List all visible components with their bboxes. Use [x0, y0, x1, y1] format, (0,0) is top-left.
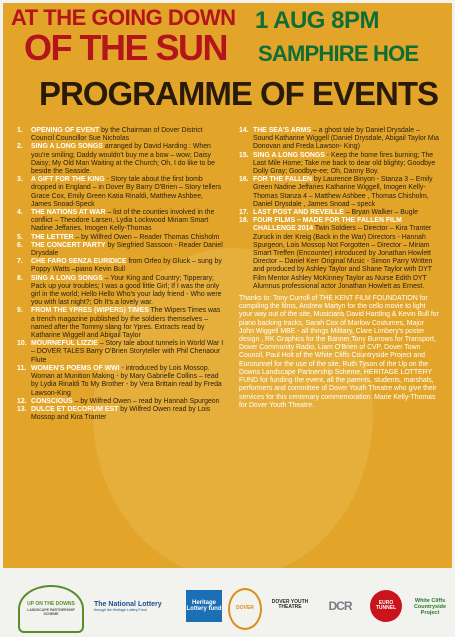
item-number: 2. — [17, 143, 23, 151]
item-number: 12. — [17, 397, 27, 405]
eurotunnel-logo: EURO TUNNEL — [370, 590, 402, 622]
item-number: 7. — [17, 258, 23, 266]
item-body — [31, 307, 225, 340]
item-body — [253, 176, 439, 209]
item-title: WOMEN'S POEMS OF WWI — [31, 364, 120, 372]
programme-item — [17, 365, 225, 398]
item-title: CHE FARO SENZA EURIDICE — [31, 258, 127, 266]
programme-item — [239, 209, 439, 217]
item-detail: – by Wilfred Owen – read by Hannah Spurgeon — [74, 397, 220, 405]
programme-item — [17, 242, 225, 258]
programme-panel — [3, 3, 452, 568]
item-title: LAST POST AND REVEILLE — [253, 209, 344, 217]
item-body — [31, 406, 225, 422]
item-detail: from Orfeo by Gluck – sung by Poppy Watts –piano Kevin Bull — [31, 258, 222, 274]
headline-line-2: OF THE SUN — [24, 27, 228, 68]
item-title: CONSCIOUS — [31, 397, 73, 405]
item-body — [31, 127, 225, 143]
item-detail: – a ghost tale by Daniel Drysdale – Sound Katharine Wiggell (Daniel Drysdale, Abigail Taylor Mia Donovan and Freda Lawson- King) — [253, 127, 440, 151]
programme-item — [239, 217, 439, 291]
thanks-text: Thanks to: Tony Curroll of THE KENT FILM FOUNDATION for compiling the films, Andrew Martyn for the cello movie to light your way out of the site, Musicians David Harding & Kevin Bull for piano backing tracks, Sarah Cox of Marlow Costumes, Major John Wiggell MBE - all things Military, Clare Limbery's poster design , RK Graphics for the Banner,Tony Burrows for Transport, Dover Community Radio, Liam O'Brien of CVP, Dover Town Council, Paul Holt of the White Cliffs Countryside Project and Eurotunnel for the use of the site, Ruth Tyson of the Up on the Downs Landscape Partnership Scheme, HERITAGE LOTTERY FUND for funding the event, all the parents, students, marshals, performers and committee of Dover Youth Theatre who give their services for this centenary commemoration. Marie Kelly-Thomas for Dover Youth Theatre. — [239, 295, 439, 409]
item-body — [31, 234, 225, 242]
item-number: 1. — [17, 127, 23, 134]
item-body — [253, 152, 439, 177]
programme-right-column — [239, 127, 439, 410]
dover-council-crest-icon: DOVER — [228, 588, 262, 630]
thanks-block — [239, 295, 439, 410]
item-body — [31, 258, 225, 274]
item-number: 11. — [17, 364, 27, 372]
item-title: FOUR FILMS – MADE FOR THE FALLEN FILM CHALLENGE 2014 — [253, 217, 402, 233]
programme-item — [17, 275, 225, 308]
programme-item — [17, 340, 225, 365]
white-cliffs-countryside-logo: White Cliffs Countryside Project — [413, 598, 447, 616]
item-number: 18. — [239, 217, 249, 225]
programme-item — [17, 176, 225, 209]
item-body — [31, 209, 225, 234]
item-number: 4. — [17, 209, 23, 217]
item-detail: The Wipers Times was a trench magazine published by the soldiers themselves – named after the Tommy slang for Ypres. Extracts read by Katharine Wiggell and Abigail Taylor — [31, 307, 221, 340]
item-number: 10. — [17, 340, 27, 348]
item-title: OPENING OF EVENT — [31, 127, 100, 134]
event-venue: SAMPHIRE HOE — [258, 41, 419, 66]
item-body — [253, 127, 439, 152]
headline-line-1: AT THE GOING DOWN — [11, 5, 236, 30]
item-number: 8. — [17, 274, 23, 282]
item-number: 15. — [239, 151, 249, 159]
item-body — [31, 340, 225, 365]
item-title: A GIFT FOR THE KING — [31, 176, 105, 184]
item-title: SING A LONG SONGS — [31, 143, 103, 151]
item-detail: by Siegfried Sassoon - Reader Daniel Drysdale — [31, 241, 223, 258]
up-on-the-downs-label: UP ON THE DOWNS — [27, 600, 75, 607]
programme-item — [17, 127, 225, 143]
programme-item — [239, 152, 439, 177]
item-title: THE NATIONS AT WAR — [31, 209, 106, 217]
item-title: DULCE ET DECORUM EST — [31, 405, 119, 413]
item-title: THE CONCERT PARTY — [31, 241, 106, 249]
item-detail: Twin Soldiers – Director – Kira Tranter Zuruck in der Kreig (Back in the War) Directors - Hannah Spurgeon, Lois Mossop Not Forgotten – Director – Miriam Smart Treffen (Encounter) introduced by Jonathan Howlett Director – Daniel Kerr Original Music - Simon Parry Written and produced by Ashley Taylor and Shane Taylor with DYT Film Mentor Ashley McKinney Taylor as Nurse Edith DYT Alumnus professional actor Jonathan Howlett as Ernest. — [253, 225, 433, 290]
programme-left-column — [17, 127, 225, 422]
item-detail: – Your King and Country; Tipperary; Pack up your troubles; I was a good little Girl; If I was the only girl in the world; Hello Hello Who's your lady friend - Who were you with last night?; Oh It's a lovely war. — [31, 274, 222, 307]
item-body — [253, 217, 439, 291]
programme-item — [17, 258, 225, 274]
event-date: 1 AUG 8PM — [255, 7, 379, 34]
item-number: 5. — [17, 233, 23, 241]
item-title: SING A LONG SONGS — [253, 151, 325, 159]
item-detail: - Keep the home fires burning; The Last Mile Home; Take me back to dear old blighty; Goodbye Dolly Gray; Goodbye-ee; Oh, Danny Boy. — [253, 151, 436, 176]
national-lottery-sublabel: through the Heritage Lottery Fund — [94, 607, 147, 612]
item-body — [31, 398, 225, 406]
item-title: THE SEA'S ARMS — [253, 127, 312, 134]
programme-item — [17, 406, 225, 422]
item-title: THE LETTER — [31, 233, 74, 241]
programme-item — [17, 143, 225, 176]
dover-youth-theatre-logo: DOVER YOUTH THEATRE — [271, 598, 309, 610]
item-detail: arranged by David Harding : When you're smiling; Daddy wouldn't buy me a bow – wow; Daisy Daisy; My Old Man Waiting at the Church; Oh, I do like to be beside the Seaside. — [31, 143, 215, 176]
national-lottery-logo — [94, 592, 178, 622]
item-title: SING A LONG SONGS — [31, 274, 103, 282]
item-title: FROM THE YPRES (WIPERS) TIMES — [31, 307, 149, 315]
item-number: 3. — [17, 176, 23, 184]
dcr-logo: DCR — [328, 598, 352, 613]
item-body — [31, 365, 225, 398]
programme-item — [17, 307, 225, 340]
item-body — [31, 176, 225, 209]
item-number: 16. — [239, 176, 249, 184]
programme-item — [17, 398, 225, 406]
programme-title: PROGRAMME OF EVENTS — [39, 75, 439, 112]
item-detail: – by Wilfred Owen – Reader Thomas Chisholm — [75, 233, 220, 241]
item-detail: – list of the counties involved in the conflict – Theodore Larsen, Lydia Lockwood Miriam Smart Nadine Jeffaries, Imogen Kelly-Thomas — [31, 209, 215, 233]
item-detail: – Story tale about tunnels in World War I – DOVER TALES Barry O'Brien Storyteller with Phil Chenaour Flute — [31, 340, 224, 364]
item-detail: by Laurence Binyon - Stanza 3 – Emily Green Nadine Jeffaries Katharine Wiggell, Imogen Kelly-Thomas Stanza 4 – Matthew Ashbee , Thomas Chisholm, Daniel Drysdale , James Snoad – speck — [253, 176, 433, 208]
item-number: 6. — [17, 241, 23, 249]
item-number: 14. — [239, 127, 249, 134]
item-detail: – Bryan Walker – Bugle — [345, 209, 418, 217]
item-body — [31, 275, 225, 308]
item-title: FOR THE FALLEN — [253, 176, 312, 184]
item-detail: by the Chairman of Dover District Council Councillor Sue Nicholas — [31, 127, 203, 143]
programme-item — [239, 127, 439, 152]
item-detail: - introduced by Lois Mossop. Woman at Munition Making - by Mary Gabrielle Collins – read by Lydia Rinaldi To My Brother - by Vera Brittain read by Freda Lawson-King — [31, 364, 222, 397]
sponsor-footer — [0, 580, 455, 637]
item-number: 9. — [17, 307, 23, 315]
programme-item — [17, 209, 225, 234]
national-lottery-label: The National Lottery — [94, 601, 162, 609]
heritage-lottery-fund-logo: Heritage Lottery fund — [186, 590, 222, 622]
item-body — [253, 209, 439, 217]
item-body — [31, 242, 225, 258]
item-detail: by Wilfred Owen read by Lois Mossop and Kira Tranter — [31, 405, 211, 422]
item-number: 13. — [17, 405, 27, 413]
item-title: MOURNEFUL LIZZIE — [31, 340, 98, 348]
item-detail: - Story tale about the first bomb dropped in England – in Dover By Barry O'Brien – Story tellers Grace Cox, Emily Green Katia Rinaldi, Matthew Ashbee, James Snoad-Speck — [31, 176, 222, 208]
up-on-the-downs-sublabel: LANDSCAPE PARTNERSHIP SCHEME — [27, 607, 75, 616]
programme-item — [17, 234, 225, 242]
programme-item — [239, 176, 439, 209]
item-number: 17. — [239, 209, 249, 217]
item-body — [31, 143, 225, 176]
up-on-the-downs-logo — [18, 585, 84, 633]
